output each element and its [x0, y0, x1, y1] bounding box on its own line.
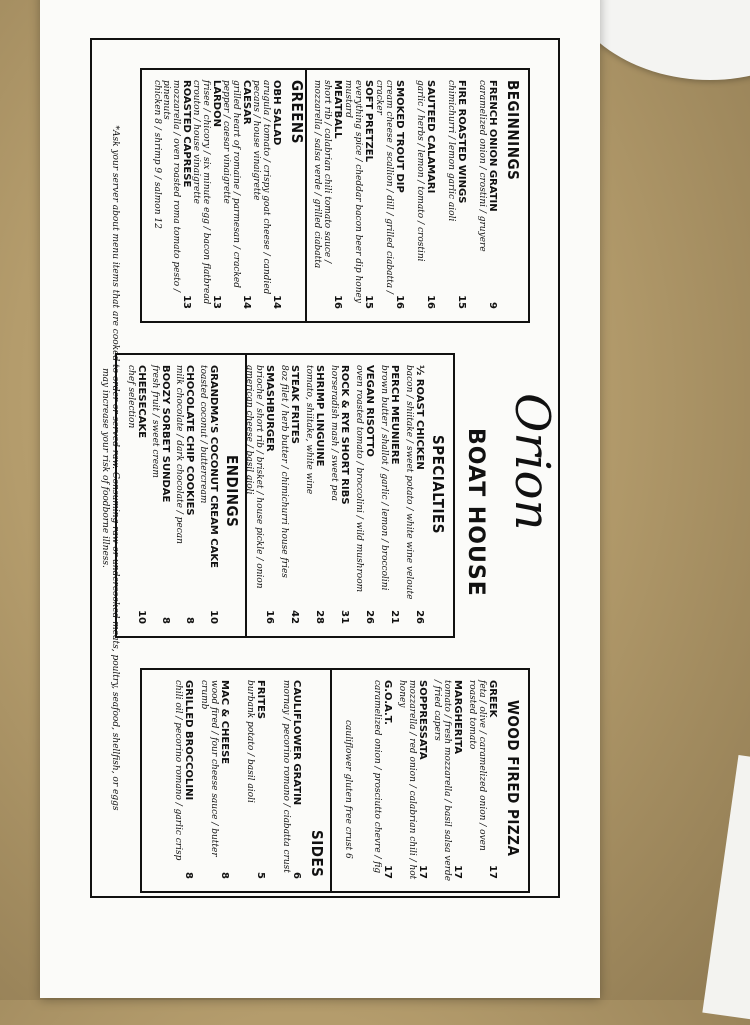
- menu-item-name: CAULIFLOWER GRATIN: [291, 680, 302, 806]
- menu-item-name: FIRE ROASTED WINGS: [456, 80, 467, 204]
- menu-item: [174, 365, 195, 630]
- menu-item-description: fresh fruit / sweet cream: [150, 365, 160, 478]
- paper-napkin: [702, 755, 750, 1025]
- beginnings-title: BEGINNINGS: [504, 80, 522, 181]
- menu-item-description: oven roasted tomato / broccolini / wild mushroom: [354, 365, 364, 593]
- menu-item-name: CHEESECAKE: [136, 365, 147, 439]
- menu-item: [379, 365, 400, 630]
- menu-item-price: 6: [291, 872, 302, 879]
- menu-item: [281, 680, 302, 885]
- menu-item-description: caramelized onion / crostini / gruyere: [477, 80, 487, 252]
- greens-section: [140, 68, 310, 323]
- menu-item-price: 42: [289, 610, 300, 624]
- menu-item-price: 8: [184, 617, 195, 624]
- pizza-section: [330, 668, 530, 893]
- menu-item-description: arugula / tomato / crispy goat cheese / candied pecans / house vinaigrette: [251, 80, 271, 295]
- logo-boat-house: BOAT HOUSE: [463, 428, 488, 597]
- menu-item-description: cream cheese / scallion / dill / grilled ciabatta / cracker: [374, 80, 394, 294]
- menu-item: [477, 80, 498, 315]
- menu-item: [244, 365, 275, 630]
- menu-item-description: mozzarella / oven roasted roma tomato pesto / pinenuts: [161, 80, 181, 293]
- menu-item-description: grilled heart of romaine / parmesan / cracked pepper / caesar vinaigrette: [221, 80, 241, 289]
- menu-item-price: 17: [382, 865, 393, 879]
- menu-item-price: 17: [417, 865, 428, 879]
- menu-item-price: 15: [456, 295, 467, 309]
- menu-item-name: VEGAN RISOTTO: [364, 365, 375, 457]
- menu-item-price: 16: [425, 295, 436, 309]
- menu-item: [251, 80, 282, 315]
- menu-item-name: SOFT PRETZEL: [363, 80, 374, 162]
- menu-item-price: 16: [264, 610, 275, 624]
- menu-item-name: LARDON: [211, 80, 222, 127]
- menu-item-price: 14: [271, 295, 282, 309]
- menu-item-price: 26: [364, 610, 375, 624]
- menu-item: [161, 80, 192, 315]
- menu-item-price: 13: [211, 295, 222, 309]
- menu-item: [329, 365, 350, 630]
- menu-item-description: caramelized onion / prosciutto chevre / fig: [372, 680, 382, 874]
- menu-item-name: SOPPRESSATA: [417, 680, 428, 760]
- beginnings-section: [305, 68, 530, 323]
- menu-item-price: 31: [339, 610, 350, 624]
- menu-item: [126, 365, 147, 630]
- menu-card: [40, 0, 600, 998]
- menu-item: [199, 680, 230, 885]
- menu-item-price: 15: [363, 295, 374, 309]
- menu-item-description: chef selection: [126, 365, 136, 429]
- menu-item-name: OBH SALAD: [271, 80, 282, 146]
- menu-item-price: 26: [414, 610, 425, 624]
- menu-item-description: tomato / fresh mozzarella / basil salsa verde / fried capers: [432, 680, 452, 882]
- menu-item-price: 10: [208, 610, 219, 624]
- menu-item-price: 8: [160, 617, 171, 624]
- sides-section: [140, 668, 330, 893]
- menu-item-price: 13: [181, 295, 192, 309]
- logo-script: Orion: [504, 393, 560, 531]
- sides-title: SIDES: [308, 830, 326, 878]
- menu-item-price: 17: [487, 865, 498, 879]
- menu-item-name: PERCH MEUNIERE: [389, 365, 400, 465]
- raw-food-warning: *Ask your server about menu items that are cooked to order or served raw. Consuming raw or undercooked meats, poultry, seafood, shellfish, or eggs may increase your risk of foodborne illness.: [100, 125, 120, 811]
- menu-item-description: chili oil / pecorino romano / garlic crisp: [173, 680, 183, 861]
- menu-item-description: brown butter / shallot / garlic / lemon / broccolini: [379, 365, 389, 591]
- menu-item-price: 8: [183, 872, 194, 879]
- menu-item: [467, 680, 498, 885]
- menu-item-name: CHOCOLATE CHIP COOKIES: [184, 365, 195, 516]
- menu-item-name: FRITES: [255, 680, 266, 720]
- menu-item-name: BOOZY SORBET SUNDAE: [160, 365, 171, 503]
- menu-item-price: 21: [389, 610, 400, 624]
- menu-item: [221, 80, 252, 315]
- menu-item-description: brioche / short rib / brisket / house pickle / onion american cheese / basil aioli: [244, 365, 264, 589]
- menu-item-name: SMOKED TROUT DIP: [394, 80, 405, 193]
- menu-item-name: MAC & CHEESE: [219, 680, 230, 765]
- menu-item-name: MARGHERITA: [452, 680, 463, 755]
- menu-item-description: garlic / herbs / lemon / tomato / crostini: [415, 80, 425, 262]
- menu-item-description: mozzarella / red onion / calabrian chili / hot honey: [397, 680, 417, 880]
- menu-item-description: tomato, shiitake, white wine: [304, 365, 314, 495]
- greens-addons: chicken 8 / shrimp 9 / salmon 12: [152, 80, 162, 229]
- menu-item-description: milk chocolate / dark chocolate / pecan: [174, 365, 184, 544]
- menu-item-price: 8: [219, 872, 230, 879]
- menu-item: [191, 80, 222, 315]
- endings-title: ENDINGS: [223, 455, 241, 528]
- menu-item: [173, 680, 194, 885]
- menu-item: [245, 680, 266, 885]
- menu-item-name: FRENCH ONION GRATIN: [487, 80, 498, 212]
- menu-item-name: STEAK FRITES: [289, 365, 300, 444]
- menu-item: [374, 80, 405, 315]
- menu-item-description: bacon / shiitake / sweet potato / white wine veloute: [404, 365, 414, 600]
- menu-item: [279, 365, 300, 630]
- pizza-note: cauliflower gluten free crust 6: [343, 720, 353, 859]
- menu-item-description: frisee / chicory / six minute egg / bacon flatbread crouton / house vinaigrette: [191, 80, 211, 305]
- menu-item-description: burbank potato / basil aioli: [245, 680, 255, 803]
- menu-item-description: mornay / pecorino romano / ciabatta crust: [281, 680, 291, 873]
- menu-item-name: ROCK & RYE SHORT RIBS: [339, 365, 350, 505]
- menu-item-description: 8oz filet / herb butter / chimichurri house fries: [279, 365, 289, 578]
- menu-item-name: ½ ROAST CHICKEN: [414, 365, 425, 470]
- menu-item-name: G.O.A.T.: [382, 680, 393, 725]
- menu-item-description: toasted coconut / buttercream: [198, 365, 208, 504]
- menu-item: [354, 365, 375, 630]
- menu-item: [312, 80, 343, 315]
- menu-item-price: 28: [314, 610, 325, 624]
- menu-item-description: horseradish mash / sweet pea: [329, 365, 339, 502]
- menu-item: [446, 80, 467, 315]
- menu-item: [150, 365, 171, 630]
- menu-rotated-content: [60, 0, 600, 948]
- menu-item-description: everything spice / cheddar bacon beer dip honey mustard: [343, 80, 363, 303]
- menu-item-name: GRILLED BROCCOLINI: [183, 680, 194, 801]
- menu-item-price: 9: [487, 302, 498, 309]
- menu-item-price: 16: [394, 295, 405, 309]
- greens-title: GREENS: [288, 80, 306, 144]
- menu-item-price: 5: [255, 872, 266, 879]
- menu-item-price: 16: [332, 295, 343, 309]
- menu-item: [304, 365, 325, 630]
- pizza-title: WOOD FIRED PIZZA: [504, 700, 522, 857]
- menu-item-price: 10: [136, 610, 147, 624]
- menu-item: [343, 80, 374, 315]
- menu-item-name: MEATBALL: [332, 80, 343, 139]
- menu-item-name: SAUTEED CALAMARI: [425, 80, 436, 194]
- endings-section: [115, 353, 245, 638]
- menu-item: [372, 680, 393, 885]
- menu-item-description: chimichurri / lemon garlic aioli: [446, 80, 456, 222]
- menu-item: [432, 680, 463, 885]
- menu-item: [404, 365, 425, 630]
- menu-item-name: GRANDMA'S COCONUT CREAM CAKE: [208, 365, 219, 568]
- menu-item-price: 14: [241, 295, 252, 309]
- menu-item-name: SMASHBURGER: [264, 365, 275, 452]
- specialties-title: SPECIALTIES: [429, 435, 447, 534]
- menu-item: [397, 680, 428, 885]
- menu-item-description: wood fired / four cheese sauce / butter crumb: [199, 680, 219, 857]
- menu-item-description: feta / olive / caramelized onion / oven roasted tomato: [467, 680, 487, 851]
- menu-item-description: short rib / calabrian chili tomato sauce / mozzarella / salsa verde / grilled ciabatta: [312, 80, 332, 269]
- menu-item-name: CAESAR: [241, 80, 252, 125]
- menu-item-name: ROASTED CAPRESE: [181, 80, 192, 188]
- menu-item-name: GREEK: [487, 680, 498, 718]
- menu-item-price: 17: [452, 865, 463, 879]
- menu-item: [415, 80, 436, 315]
- specialties-section: [245, 353, 455, 638]
- menu-item-name: SHRIMP LINGUINE: [314, 365, 325, 467]
- menu-item: [198, 365, 219, 630]
